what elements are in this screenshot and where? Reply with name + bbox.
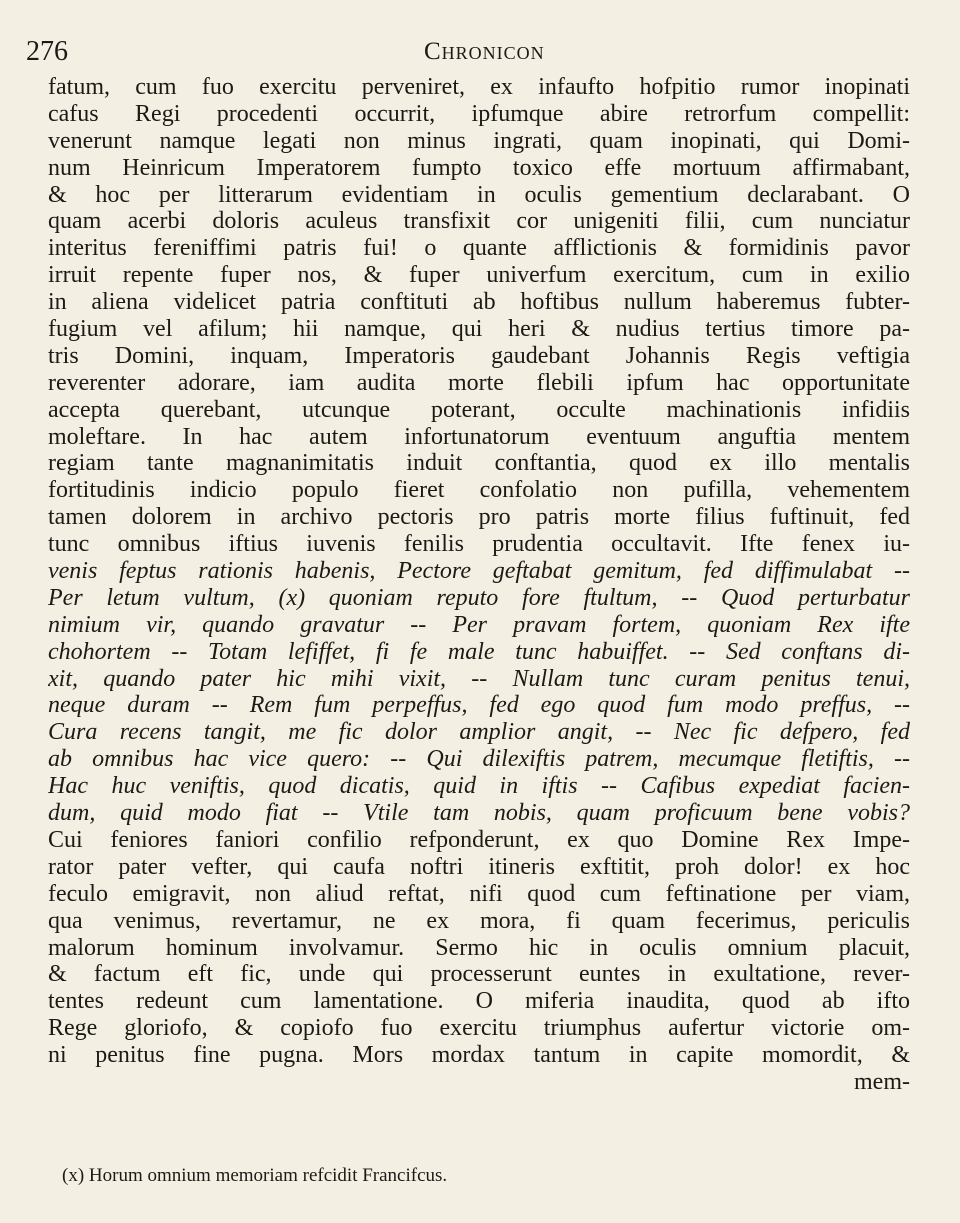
text-line: num Heinricum Imperatorem fumpto toxico effe mortuum affirmabant, — [48, 154, 910, 181]
text-line: tamen dolorem in archivo pectoris pro patris morte filius fuftinuit, fed — [48, 504, 910, 531]
verse-line: neque duram -- Rem fum perpeffus, fed ego quod fum modo preffus, -- — [48, 692, 910, 719]
text-line: reverenter adorare, iam audita morte flebili ipfum hac opportunitate — [48, 369, 910, 396]
text-line: ni penitus fine pugna. Mors mordax tantum in capite momordit, & — [48, 1042, 910, 1069]
page-header — [0, 30, 960, 70]
verse-line: Per letum vultum, (x) quoniam reputo fore ftultum, -- Quod perturbatur — [48, 584, 910, 611]
text-line: fatum, cum fuo exercitu perveniret, ex infaufto hofpitio rumor inopinati — [48, 74, 910, 100]
text-line: tentes redeunt cum lamentatione. O miferia inaudita, quod ab ifto — [48, 988, 910, 1015]
verse-line: Cura recens tangit, me fic dolor amplior angit, -- Nec fic defpero, fed — [48, 719, 910, 746]
text-line: fugium vel afilum; hii namque, qui heri & nudius tertius timore pa- — [48, 316, 910, 343]
text-line: tunc omnibus iftius iuvenis fenilis prudentia occultavit. Ifte fenex iu- — [48, 531, 910, 558]
verse-line: xit, quando pater hic mihi vixit, -- Nullam tunc curam penitus tenui, — [48, 665, 910, 692]
text-line: in aliena videlicet patria conftituti ab hoftibus nullum haberemus fubter- — [48, 289, 910, 316]
text-line: interitus fereniffimi patris fui! o quante afflictionis & formidinis pavor — [48, 235, 910, 262]
text-line: irruit repente fuper nos, & fuper univerfum exercitum, cum in exilio — [48, 262, 910, 289]
text-line: quam acerbi doloris aculeus transfixit cor unigeniti filii, cum nunciatur — [48, 208, 910, 235]
text-line: & factum eft fic, unde qui processerunt euntes in exultatione, rever- — [48, 961, 910, 988]
text-line: tris Domini, inquam, Imperatoris gaudebant Johannis Regis veftigia — [48, 342, 910, 369]
text-line: qua venimus, revertamur, ne ex mora, fi quam fecerimus, periculis — [48, 907, 910, 934]
verse-line: Hac huc veniftis, quod dicatis, quid in iftis -- Cafibus expediat facien- — [48, 773, 910, 800]
text-line: Cui feniores faniori confilio refponderunt, ex quo Domine Rex Impe- — [48, 826, 910, 853]
verse-line: venis feptus rationis habenis, Pectore geftabat gemitum, fed diffimulabat -- — [48, 558, 910, 585]
verse-line: chohortem -- Totam lefiffet, fi fe male tunc habuiffet. -- Sed conftans di- — [48, 638, 910, 665]
text-line: accepta querebant, utcunque poterant, occulte machinationis infidiis — [48, 396, 910, 423]
text-line: rator pater vefter, qui caufa noftri itineris exftitit, proh dolor! ex hoc — [48, 853, 910, 880]
running-head: Chronicon — [424, 38, 545, 65]
body-text — [48, 74, 910, 1096]
text-line: moleftare. In hac autem infortunatorum eventuum anguftia mentem — [48, 423, 910, 450]
catchword: mem- — [854, 1068, 910, 1095]
text-line: Rege gloriofo, & copiofo fuo exercitu triumphus aufertur victorie om- — [48, 1015, 910, 1042]
text-line: venerunt namque legati non minus ingrati, quam inopinati, qui Domi- — [48, 127, 910, 154]
text-line: malorum hominum involvamur. Sermo hic in oculis omnium placuit, — [48, 934, 910, 961]
text-line: regiam tante magnanimitatis induit conftantia, quod ex illo mentalis — [48, 450, 910, 477]
text-line: feculo emigravit, non aliud reftat, nifi quod cum feftinatione per viam, — [48, 880, 910, 907]
text-line: fortitudinis indicio populo fieret confolatio non pufilla, vehementem — [48, 477, 910, 504]
page-number: 276 — [26, 36, 68, 67]
verse-line: dum, quid modo fiat -- Vtile tam nobis, quam proficuum bene vobis? — [48, 800, 910, 827]
text-line: & hoc per litterarum evidentiam in oculis gementium declarabant. O — [48, 181, 910, 208]
verse-line: ab omnibus hac vice quero: -- Qui dilexiftis patrem, mecumque fletiftis, -- — [48, 746, 910, 773]
footnote: (x) Horum omnium memoriam refcidit Francifcus. — [62, 1165, 448, 1186]
verse-line: nimium vir, quando gravatur -- Per pravam fortem, quoniam Rex ifte — [48, 611, 910, 638]
text-line: cafus Regi procedenti occurrit, ipfumque abire retrorfum compellit: — [48, 100, 910, 127]
